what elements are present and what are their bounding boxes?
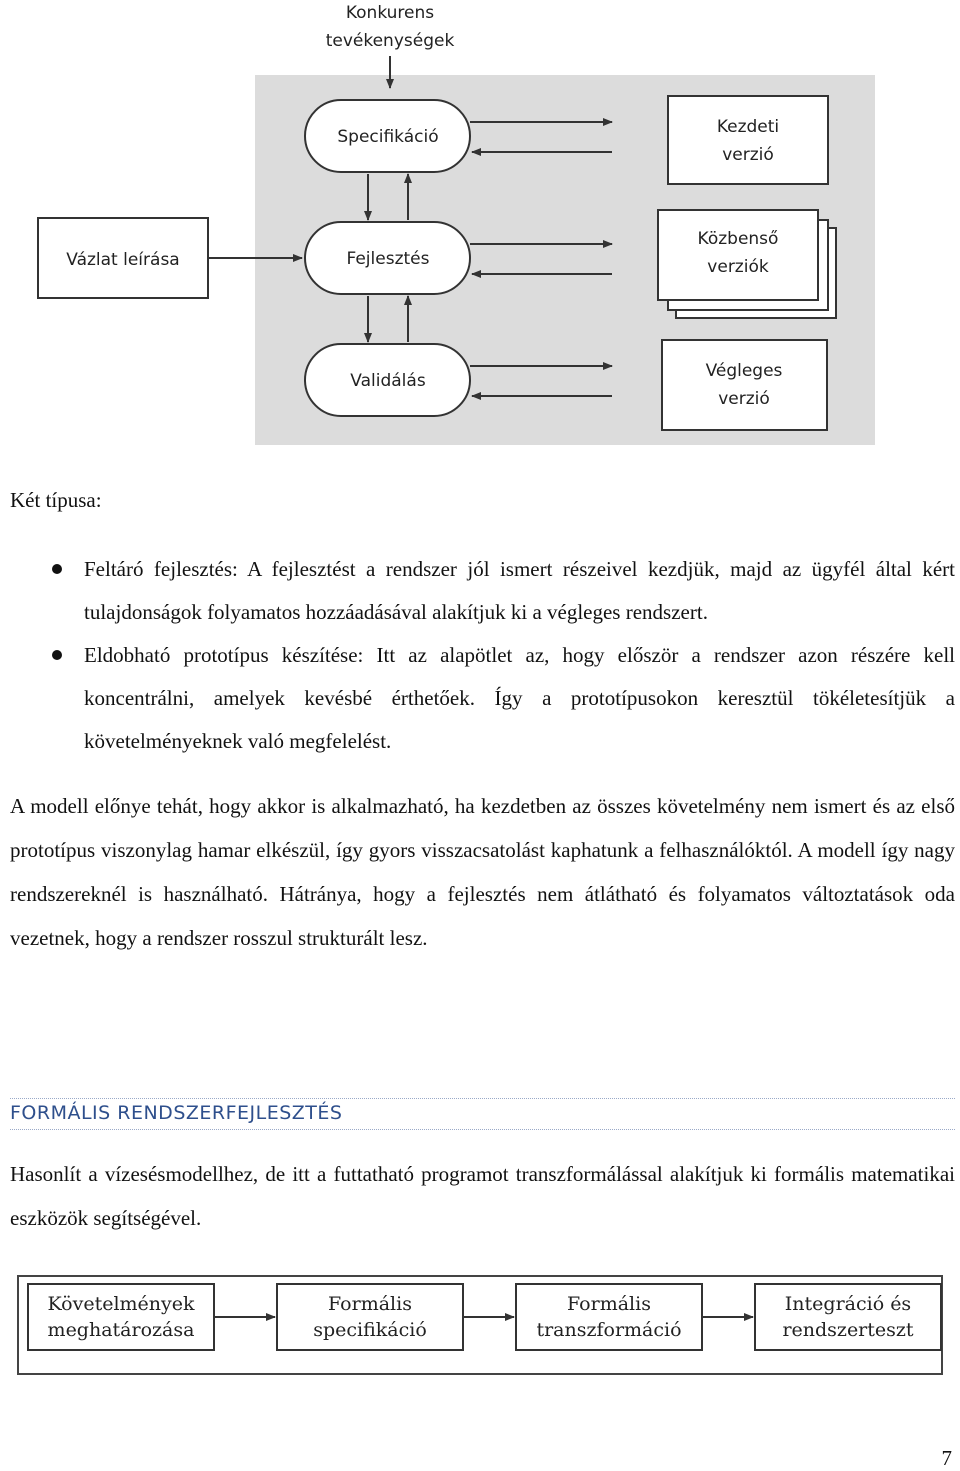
- flow-step-3-line-2: transzformáció: [536, 1319, 682, 1341]
- formal-paragraph: Hasonlít a vízesésmodellhez, de itt a futtatható programot transzformálással alakítjuk ki formális matematikai eszközök segítségével.: [10, 1162, 955, 1230]
- initial-version-label-1: Kezdeti: [716, 117, 780, 137]
- concurrent-label-1: Konkurens: [345, 3, 435, 23]
- final-version-label-1: Végleges: [705, 361, 783, 381]
- flow-svg: [0, 1266, 960, 1376]
- intermediate-versions-label-1: Közbenső: [697, 229, 779, 249]
- flow-step-4-line-2: rendszerteszt: [782, 1319, 914, 1341]
- types-heading: Két típusa:: [10, 488, 102, 512]
- activity-specification-label: Specifikáció: [337, 127, 439, 147]
- flow-step-1-line-1: Követelmények: [47, 1293, 195, 1315]
- final-version-label-2: verzió: [718, 389, 770, 409]
- outline-label: Vázlat leírása: [66, 250, 180, 270]
- diagram-svg: [0, 0, 960, 460]
- initial-version-box: [668, 96, 828, 184]
- concurrent-label-2: tevékenységek: [325, 31, 455, 51]
- activity-validation-label: Validálás: [350, 371, 426, 391]
- flow-step-2-line-2: specifikáció: [313, 1319, 427, 1341]
- list-item: [10, 548, 955, 634]
- initial-version-label-2: verzió: [722, 145, 774, 165]
- formal-development-flow: [0, 1266, 960, 1376]
- types-list: [10, 548, 955, 763]
- flow-step-2-line-1: Formális: [328, 1293, 412, 1315]
- page-number: 7: [941, 1446, 952, 1470]
- bullet-icon: [52, 564, 62, 574]
- advantages-paragraph: A modell előnye tehát, hogy akkor is alkalmazható, ha kezdetben az összes követelmény nem ismert és az első prototípus viszonylag hamar elkészül, így gyors visszacsatolást kaphatunk a felhasználóktól. A modell így nagy rendszereknél is használható. Hátránya, hogy a fejlesztés nem átlátható és folyamatos változtatások oda vezetnek, hogy a rendszer rosszul strukturált lesz.: [10, 794, 955, 950]
- flow-step-3-line-1: Formális: [567, 1293, 651, 1315]
- section-title: FORMÁLIS RENDSZERFEJLESZTÉS: [10, 1098, 955, 1130]
- intermediate-versions-label-2: verziók: [707, 257, 769, 277]
- flow-step-1-line-2: meghatározása: [47, 1319, 195, 1341]
- activity-development-label: Fejlesztés: [346, 249, 430, 269]
- intermediate-versions-box: [658, 210, 818, 300]
- flow-step-4-line-1: Integráció és: [784, 1293, 912, 1315]
- list-item: [10, 634, 955, 763]
- bullet-text-exploratory: Feltáró fejlesztés: A fejlesztést a rendszer jól ismert részeivel kezdjük, majd az ügyfél által kért tulajdonságok folyamatos hozzáadásával alakítjuk ki a végleges rendszert.: [84, 557, 955, 624]
- bullet-text-throwaway: Eldobható prototípus készítése: Itt az alapötlet az, hogy először a rendszer azon részére kell koncentrálni, amelyek kevésbé érthetőek. Így a prototípusokon keresztül tökéletesítjük a követelményeknek való megfelelést.: [84, 643, 955, 753]
- bullet-icon: [52, 650, 62, 660]
- final-version-box: [662, 340, 827, 430]
- evolutionary-development-diagram: [0, 0, 960, 460]
